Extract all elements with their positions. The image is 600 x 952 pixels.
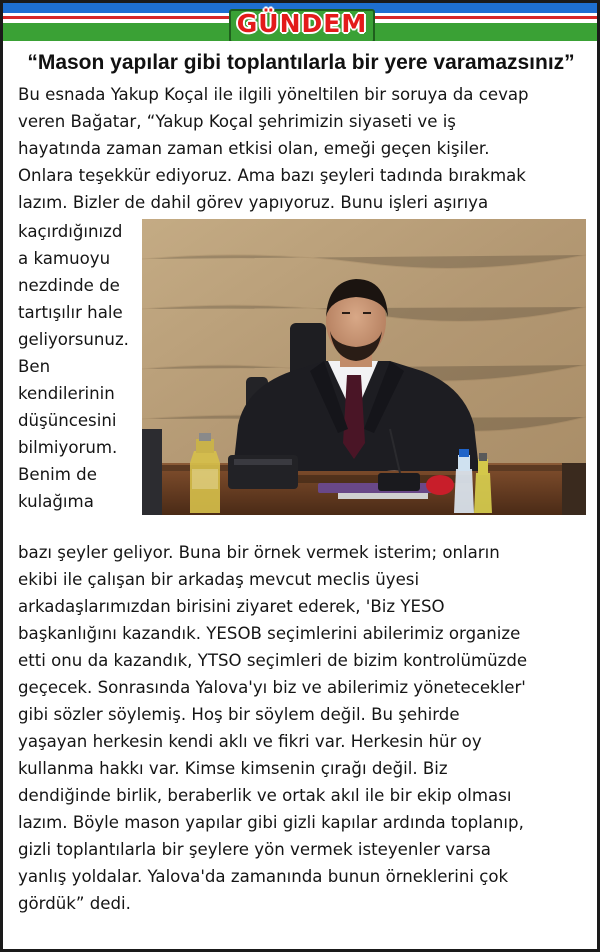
body-line: gördük” dedi. [18, 894, 131, 913]
body-line: gizli toplantılarla bir şeylere yön vermek isteyenler varsa [18, 840, 491, 859]
body-line: geliyorsunuz. [18, 330, 129, 349]
body-line: düşüncesini [18, 411, 117, 430]
body-line: kullanma hakkı var. Kimse kimsenin çırağı değil. Biz [18, 759, 448, 778]
body-line: dendiğinde birlik, beraberlik ve ortak akıl ile bir ekip olması [18, 786, 512, 805]
body-line: başkanlığını kazandık. YESOB seçimlerini abilerimiz organize [18, 624, 521, 643]
body-line: a kamuoyu [18, 249, 111, 268]
body-line: nezdinde de [18, 276, 120, 295]
body-line: tartışılır hale [18, 303, 123, 322]
body-line: lazım. Bizler de dahil görev yapıyoruz. Bunu işleri aşırıya [18, 193, 489, 212]
body-line: Onlara teşekkür ediyoruz. Ama bazı şeyleri tadında bırakmak [18, 166, 526, 185]
body-line: geçecek. Sonrasında Yalova'yı biz ve abilerimiz yönetecekler' [18, 678, 526, 697]
body-line: arkadaşlarımızdan birisini ziyaret ederek, 'Biz YESO [18, 597, 445, 616]
article-photo [142, 219, 586, 515]
section-title: GÜNDEM [236, 9, 368, 38]
body-line: etti onu da kazandık, YTSO seçimleri de bizim kontrolümüzde [18, 651, 528, 670]
body-line: bilmiyorum. [18, 438, 118, 457]
body-line: yanlış yoldalar. Yalova'da zamanında bunun örneklerini çok [18, 867, 509, 886]
section-banner [3, 3, 597, 41]
body-line: Bu esnada Yakup Koçal ile ilgili yöneltilen bir soruya da cevap [18, 85, 529, 104]
body-line: yaşayan herkesin kendi aklı ve fikri var. Herkesin hür oy [18, 732, 482, 751]
body-line: kulağıma [18, 492, 94, 511]
body-line: Benim de [18, 465, 97, 484]
body-line: veren Bağatar, “Yakup Koçal şehrimizin siyaseti ve iş [18, 112, 456, 131]
body-line: gibi sözler söylemiş. Hoş bir söylem değil. Bu şehirde [18, 705, 460, 724]
body-line: lazım. Böyle mason yapılar gibi gizli kapılar ardında toplanıp, [18, 813, 524, 832]
body-line: Ben [18, 357, 51, 376]
body-line: bazı şeyler geliyor. Buna bir örnek vermek isterim; onların [18, 543, 500, 562]
body-line: hayatında zaman zaman etkisi olan, emeği geçen kişiler. [18, 139, 490, 158]
body-line: kaçırdığınızd [18, 222, 123, 241]
body-line: kendilerinin [18, 384, 115, 403]
article-headline: “Mason yapılar gibi toplantılarla bir yere varamazsınız” [27, 51, 575, 74]
body-line: ekibi ile çalışan bir arkadaş mevcut meclis üyesi [18, 570, 420, 589]
